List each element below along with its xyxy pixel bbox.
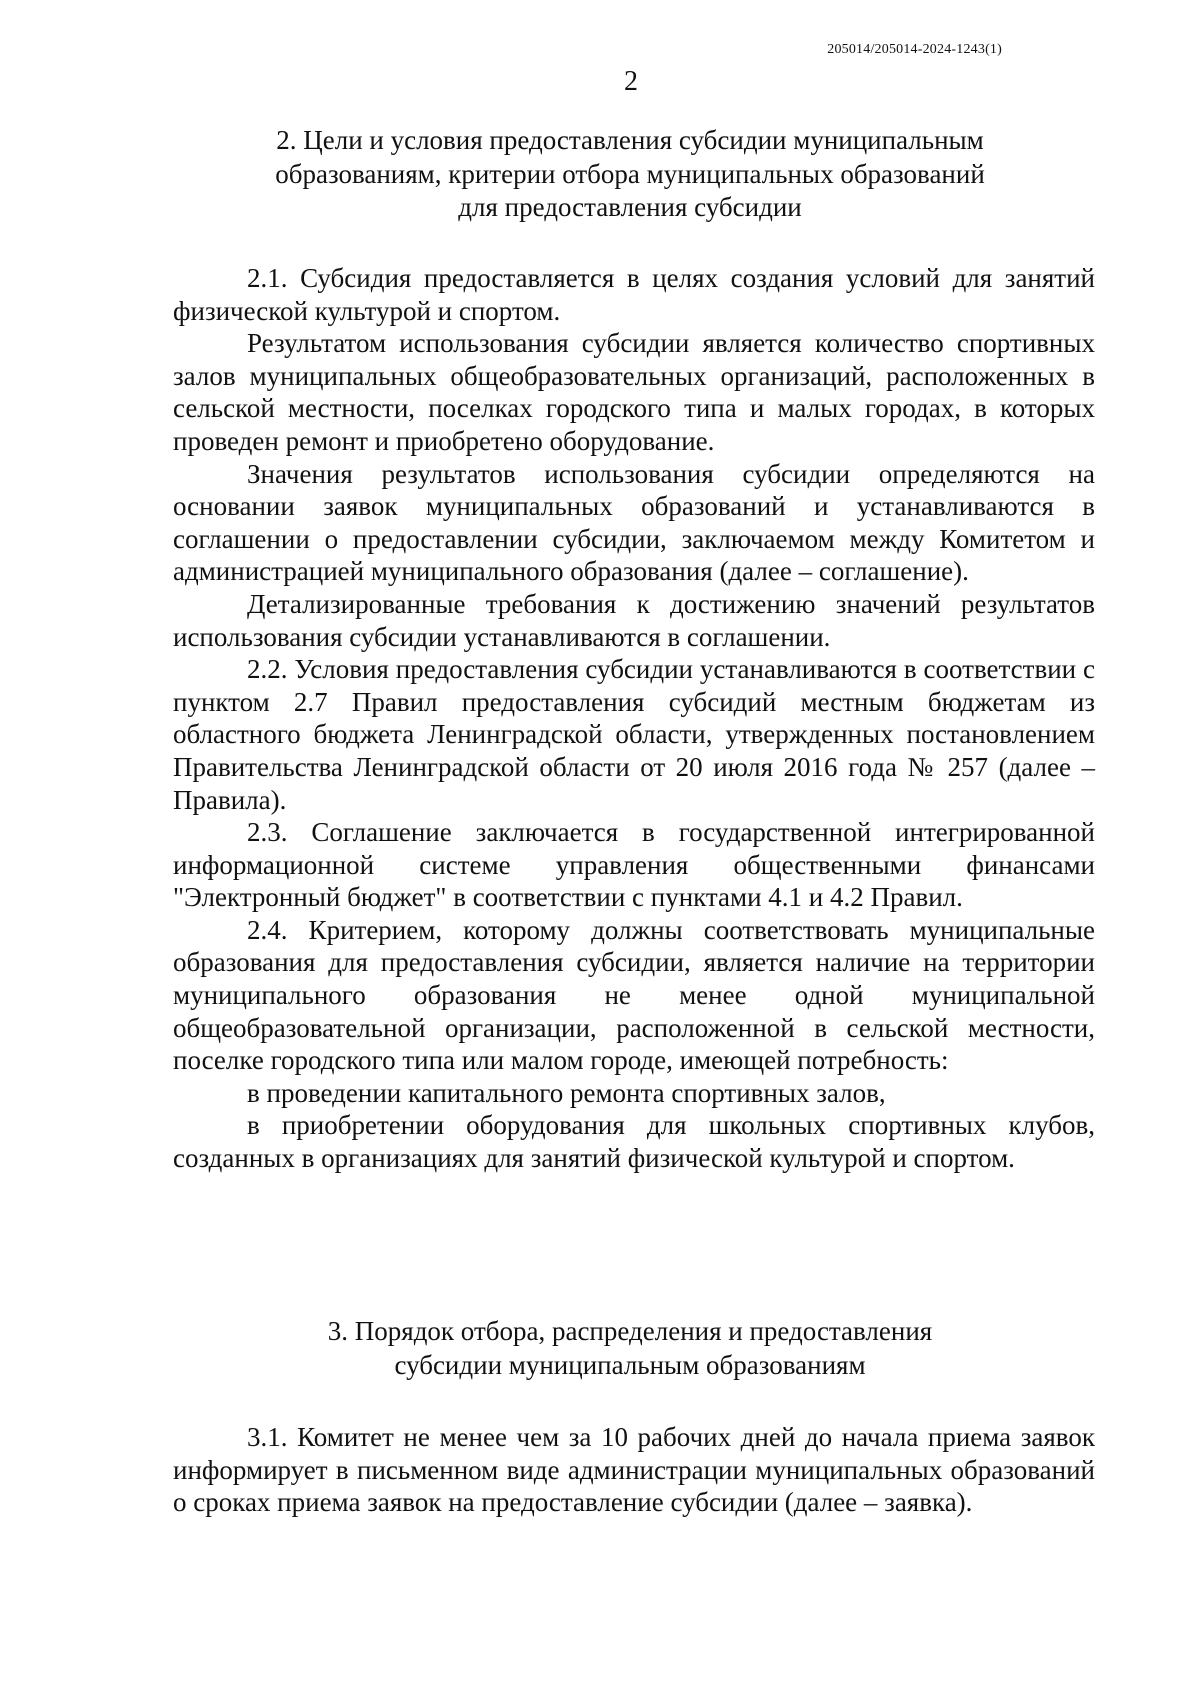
paragraph-3-1: 3.1. Комитет не менее чем за 10 рабочих дней до начала приема заявок информирует в письменном виде администрации муниципальных образований о сроках приема заявок на предоставление субсидии (далее – заявка). [173, 1422, 1095, 1518]
section-2-heading-line: для предоставления субсидии [458, 192, 802, 222]
document-registration-number: 205014/205014-2024-1243(1) [827, 42, 1002, 57]
section-3-heading-line: субсидии муниципальным образованиям [394, 1349, 866, 1380]
section-2-heading [230, 124, 1030, 225]
paragraph-detailed-requirements: Детализированные требования к достижению значений результатов использования субсидии устанавливаются в соглашении. [173, 588, 1095, 652]
paragraph-need-equipment: в приобретении оборудования для школьных спортивных клубов, созданных в организациях для занятий физической культурой и спортом. [173, 1110, 1095, 1174]
section-3-heading-line: 3. Порядок отбора, распределения и предоставления [327, 1316, 933, 1346]
paragraph-2-3: 2.3. Соглашение заключается в государственной интегрированной информационной системе управления общественными финансами "Электронный бюджет" в соответствии с пунктами 4.1 и 4.2 Правил. [173, 817, 1095, 913]
paragraph-result: Результатом использования субсидии является количество спортивных залов муниципальных общеобразовательных организаций, расположенных в сельской местности, поселках городского типа и малых городах, в которых проведен ремонт и приобретено оборудование. [173, 328, 1095, 456]
section-3-heading [230, 1315, 1030, 1382]
paragraph-result-values: Значения результатов использования субсидии определяются на основании заявок муниципальных образований и устанавливаются в соглашении о предоставлении субсидии, заключаемом между Комитетом и администрацией муниципального образования (далее – соглашение). [173, 458, 1095, 587]
section-2-body [173, 262, 1095, 1175]
paragraph-2-4: 2.4. Критерием, которому должны соответствовать муниципальные образования для предоставления субсидии, является наличие на территории муниципального образования не менее одной муниципальной общеобразовательной организации, расположенной в сельской местности, поселке городского типа или малом городе, имеющей потребность: [173, 914, 1095, 1076]
section-2-heading-line: образованиям, критерии отбора муниципальных образований [275, 158, 985, 189]
paragraph-need-repair: в проведении капитального ремонта спортивных залов, [247, 1077, 886, 1108]
section-2-heading-line: 2. Цели и условия предоставления субсидии муниципальным [276, 125, 984, 155]
section-3-body [173, 1421, 1095, 1519]
paragraph-2-1: 2.1. Субсидия предоставляется в целях создания условий для занятий физической культурой и спортом. [173, 263, 1095, 326]
page-number: 2 [624, 66, 638, 97]
paragraph-2-2: 2.2. Условия предоставления субсидии устанавливаются в соответствии с пунктом 2.7 Правил предоставления субсидий местным бюджетам из областного бюджета Ленинградской области, утвержденных постановлением Правительства Ленинградской области от 20 июля 2016 года № 257 (далее – Правила). [173, 654, 1095, 815]
